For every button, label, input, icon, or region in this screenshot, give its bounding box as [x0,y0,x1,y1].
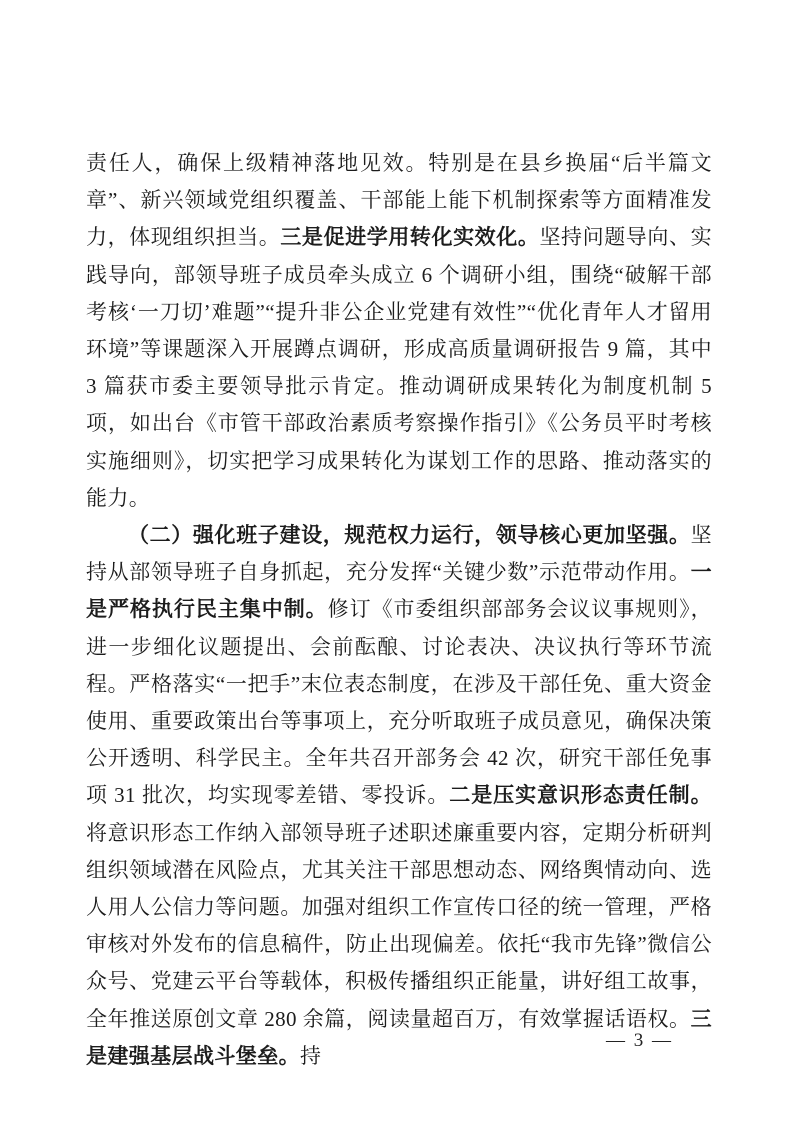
text-segment: 一是严格执行民主集中制。 [86,560,712,622]
text-segment: 坚持问题导向、实践导向，部领导班子成员牵头成立 6 个调研小组，围绕“破解干部考核‘一刀切’难题”“提升非公企业党建有效性”“优化青年人才留用环境”等课题深入开展蹲点调研，形成高质量调研报告 9 篇，其中 3 篇获市委主要领导批示肯定。推动调研成果转化为制度机制 5 项，如出台《市管干部政治素质考察操作指引》《公务员平时考核实施细则》，切实把学习成果转化为谋划工作的思路、推动落实的能力。 [86,225,712,510]
text-segment: 将意识形态工作纳入部领导班子述职述廉重要内容，定期分析研判组织领域潜在风险点，尤其关注干部思想动态、网络舆情动向、选人用人公信力等问题。加强对组织工作宣传口径的统一管理，严格审核对外发布的信息稿件，防止出现偏差。依托“我市先锋”微信公众号、党建云平台等载体，积极传播组织正能量，讲好组工故事，全年推送原创文章 280 余篇，阅读量超百万，有效掌握话语权。 [86,820,712,1031]
text-segment: 三是建强基层战斗堡垒。 [86,1006,712,1068]
text-segment: 二是压实意识形态责任制。 [449,783,712,808]
paragraph [86,145,712,517]
text-segment: 持 [300,1043,322,1068]
text-segment: 坚持从部领导班子自身抓起，充分发挥“关键少数”示范带动作用。 [86,523,712,585]
page-number: — 3 — [606,1030,673,1051]
paragraph [86,517,712,1075]
document-body [86,145,712,1075]
text-segment: （二）强化班子建设，规范权力运行，领导核心更加坚强。 [128,523,691,548]
text-segment: 责任人，确保上级精神落地见效。特别是在县乡换届“后半篇文章”、新兴领域党组织覆盖、干部能上能下机制探索等方面精准发力，体现组织担当。 [86,151,712,250]
text-segment: 修订《市委组织部部务会议议事规则》，进一步细化议题提出、会前酝酿、讨论表决、决议执行等环节流程。严格落实“一把手”末位表态制度，在涉及干部任免、重大资金使用、重要政策出台等事项上，充分听取班子成员意见，确保决策公开透明、科学民主。全年共召开部务会 42 次，研究干部任免事项 31 批次，均实现零差错、零投诉。 [86,597,713,808]
text-segment: 三是促进学用转化实效化。 [280,225,540,250]
